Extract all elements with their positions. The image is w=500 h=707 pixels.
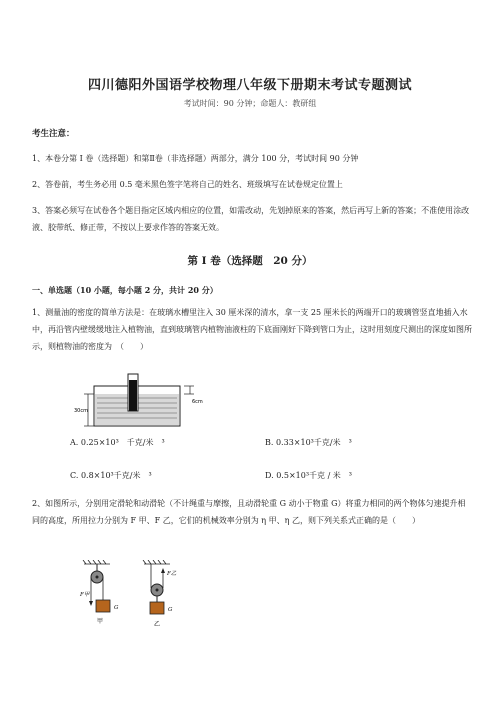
section-heading: 一、单选题（10 小题，每小题 2 分，共计 20 分） bbox=[32, 285, 218, 295]
fixed-pulley bbox=[89, 564, 110, 612]
option-c-label: C. bbox=[70, 471, 79, 480]
force-label-left: F甲 bbox=[80, 592, 90, 598]
oil-density-figure bbox=[70, 372, 210, 430]
option-a-text: 0.25×10³ 千克/米 ³ bbox=[80, 438, 165, 447]
weight-label-left: G bbox=[114, 605, 119, 611]
ceiling-left bbox=[83, 560, 110, 564]
notice-item-2: 2、答卷前，考生务必用 0.5 毫米黑色签字笔将自己的姓名、班级填写在试卷规定位置上 bbox=[32, 180, 343, 189]
notice-item-1: 1、本卷分第 I 卷（选择题）和第Ⅱ卷（非选择题）两部分，满分 100 分，考试时间 90 分钟 bbox=[32, 154, 359, 163]
glass-tube bbox=[128, 374, 138, 411]
section-title: 第 I 卷（选择题 20 分） bbox=[187, 255, 313, 267]
depth-label-30cm: 30cm bbox=[74, 408, 88, 414]
question-1-text: 1、测量油的密度的简单方法是：在玻璃水槽里注入 30 厘米深的清水，拿一支 25 厘米长的两端开口的玻璃管竖直地插入水中，再沿管内壁缓缓地注入植物油，直到玻璃管内植物油液柱的下底面刚好下降到管口为止，这时用刻度尺测出的深度如图所示，则植物油的密度为 （ ） bbox=[32, 308, 472, 351]
exam-subtitle: 考试时间：90 分钟；命题人：教研组 bbox=[183, 99, 317, 108]
movable-pulley bbox=[150, 564, 165, 614]
weight-label-right: G bbox=[168, 607, 173, 613]
option-b-text: 0.33×10³千克/米 ³ bbox=[275, 438, 352, 447]
option-d bbox=[265, 470, 352, 481]
option-b-label: B. bbox=[265, 438, 274, 447]
option-a-label: A. bbox=[70, 438, 79, 447]
pulley-figure bbox=[72, 560, 202, 672]
weight-block-right bbox=[150, 602, 164, 614]
notice-heading: 考生注意： bbox=[32, 129, 75, 139]
caption-right: 乙 bbox=[154, 621, 161, 628]
question-2-text: 2、如图所示，分别用定滑轮和动滑轮（不计绳重与摩擦，且动滑轮重 G 动小于物重 G）将重力相同的两个物体匀速提升相同的高度，所用拉力分别为 F 甲、F 乙，它们的机械效率分别为 η 甲、η 乙，则下列关系式正确的是（ ） bbox=[32, 499, 466, 525]
option-d-label: D. bbox=[265, 471, 274, 480]
notice-item-3: 3、答案必须写在试卷各个题目指定区域内相应的位置，如需改动，先划掉原来的答案，然后再写上新的答案；不准使用涂改液、胶带纸、修正带，不按以上要求作答的答案无效。 bbox=[32, 206, 470, 232]
depth-label-6cm: 6cm bbox=[192, 399, 203, 405]
force-label-right: F乙 bbox=[167, 571, 177, 577]
option-a bbox=[70, 437, 165, 448]
option-c bbox=[70, 470, 152, 481]
exam-title: 四川德阳外国语学校物理八年级下册期末考试专题测试 bbox=[87, 78, 412, 93]
weight-block-left bbox=[96, 600, 110, 612]
ceiling-right bbox=[143, 560, 170, 564]
option-b bbox=[265, 437, 352, 448]
option-c-text: 0.8×10³千克/米 ³ bbox=[80, 471, 152, 480]
option-d-text: 0.5×10³千克 / 米 ³ bbox=[276, 471, 353, 480]
caption-left: 甲 bbox=[97, 618, 104, 625]
